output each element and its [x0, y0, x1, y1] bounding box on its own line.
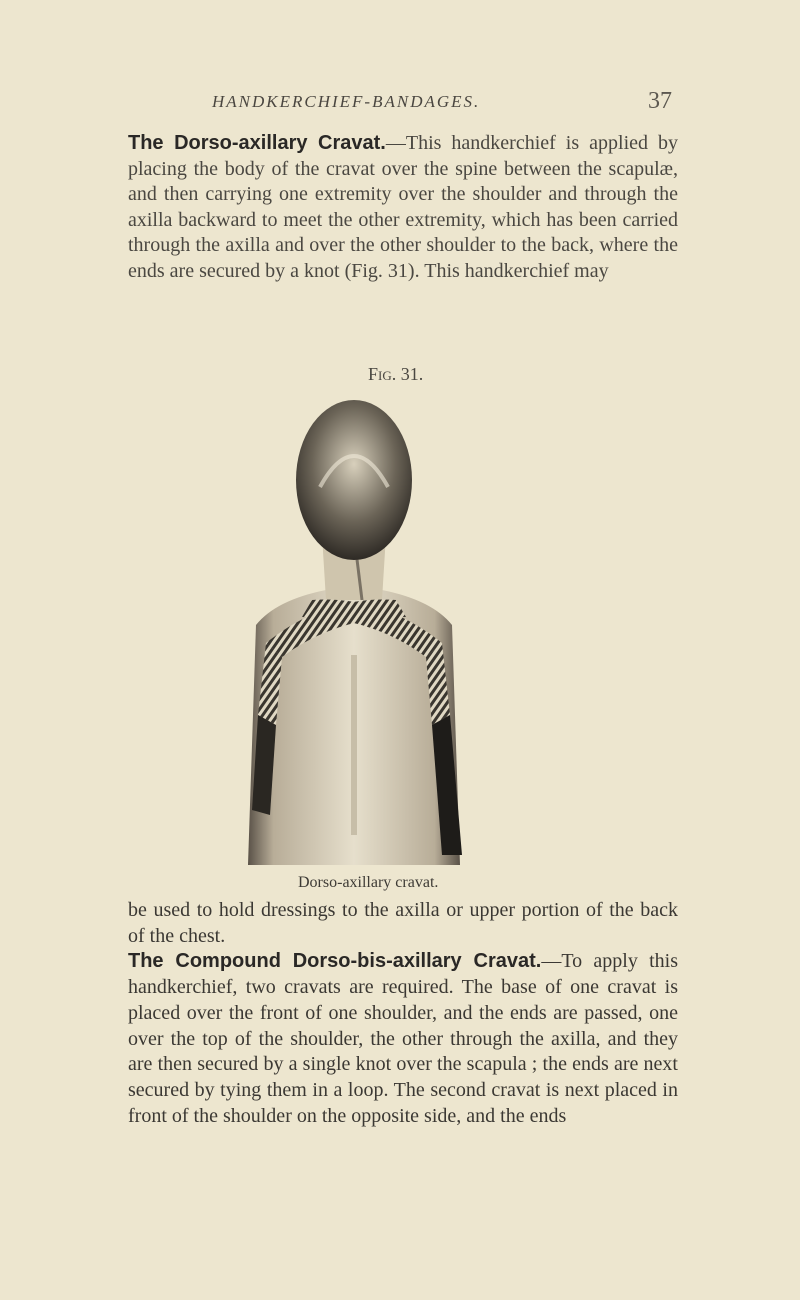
running-head: HANDKERCHIEF-BANDAGES.	[212, 92, 481, 111]
section-heading: The Dorso-axillary Cravat.	[128, 132, 386, 154]
paragraph-continuation	[128, 898, 678, 1129]
figure-illustration	[236, 395, 472, 865]
page-number: 37	[648, 88, 672, 114]
continuation-text: be used to hold dressings to the axilla or upper portion of the back of the chest.	[128, 899, 678, 947]
paragraph-text-compound: —To apply this handkerchief, two cravats are required. The base of one cravat is placed over the front of one shoulder, and the ends are passed, one over the top of the shoulder, the other through the axilla, and they are then secured by a single knot over the scapula ; the ends are next secured by tying them in a loop. The second cravat is next placed in front of the shoulder on the opposite side, and the ends	[128, 950, 678, 1127]
figure-label: Fig. 31.	[368, 364, 424, 384]
figure-caption: Dorso-axillary cravat.	[298, 874, 439, 891]
paragraph-dorso-axillary	[128, 131, 678, 284]
paragraph-text: —This handkerchief is applied by placing the body of the cravat over the spine between the scapulæ, and then carrying one extremity over the shoulder and through the axilla backward to meet the other extremity, which has been carried through the axilla and over the other shoulder to the back, where the ends are secured by a knot (Fig. 31). This handkerchief may	[128, 132, 679, 282]
section-heading-compound: The Compound Dorso-bis-axillary Cravat.	[128, 950, 542, 973]
